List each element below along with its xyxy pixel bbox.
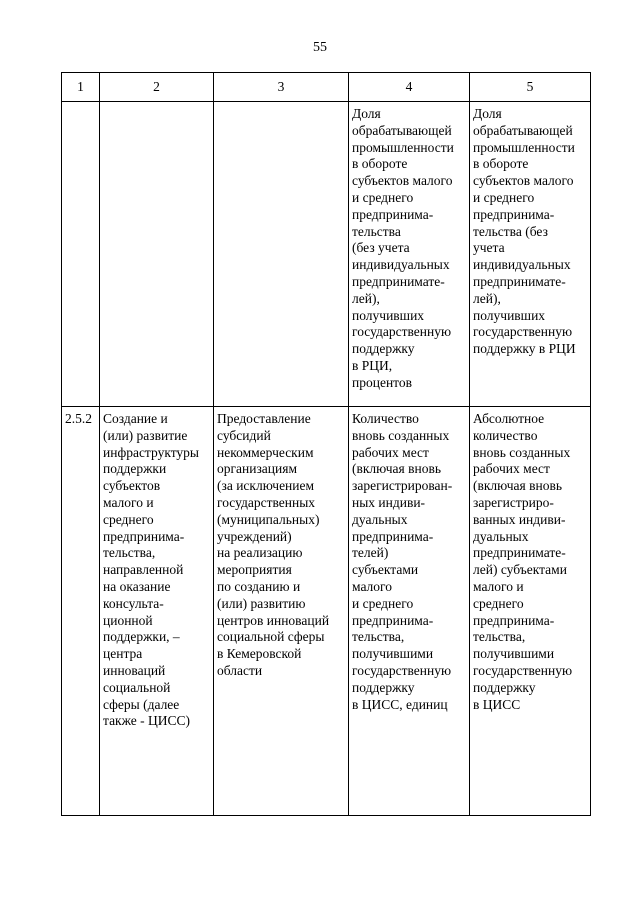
table-cell-activity [100, 102, 214, 407]
table-cell-method: Абсолютное количество вновь созданных рабочих мест (включая вновь зарегистриро- ванных индиви- дуальных предпринимате- лей) субъектами малого и среднего предпринима- тельства, получившими государственную поддержку в ЦИСС [470, 407, 591, 816]
table-row [62, 407, 591, 816]
column-header: 3 [214, 73, 349, 102]
table-cell-activity: Создание и (или) развитие инфраструктуры поддержки субъектов малого и среднего предпринима- тельства, направленной на оказание консульта- ционной поддержки, – центра инноваций социальной сферы (далее также - ЦИСС) [100, 407, 214, 816]
table-cell-measure: Предоставление субсидий некоммерческим организациям (за исключением государственных (муниципальных) учреждений) на реализацию мероприятия по созданию и (или) развитию центров инноваций социальной сферы в Кемеровской области [214, 407, 349, 816]
page-number: 55 [313, 40, 327, 55]
table-row [62, 102, 591, 407]
table-cell-method: Доля обрабатывающей промышленности в обороте субъектов малого и среднего предпринима- тельства (без учета индивидуальных предпринимате- лей), получивших государственную поддержку в РЦИ [470, 102, 591, 407]
column-header: 5 [470, 73, 591, 102]
table-cell-number: 2.5.2 [62, 407, 100, 816]
column-header: 2 [100, 73, 214, 102]
indicators-table [61, 72, 591, 816]
table-header-row [62, 73, 591, 102]
table-cell-indicator: Количество вновь созданных рабочих мест (включая вновь зарегистрирован- ных индиви- дуальных предпринима- телей) субъектами малого и среднего предпринима- тельства, получившими государственную поддержку в ЦИСС, единиц [349, 407, 470, 816]
table-cell-number [62, 102, 100, 407]
column-header: 4 [349, 73, 470, 102]
table-cell-measure [214, 102, 349, 407]
column-header: 1 [62, 73, 100, 102]
table-cell-indicator: Доля обрабатывающей промышленности в обороте субъектов малого и среднего предпринима- тельства (без учета индивидуальных предпринимате- лей), получивших государственную поддержку в РЦИ, процентов [349, 102, 470, 407]
